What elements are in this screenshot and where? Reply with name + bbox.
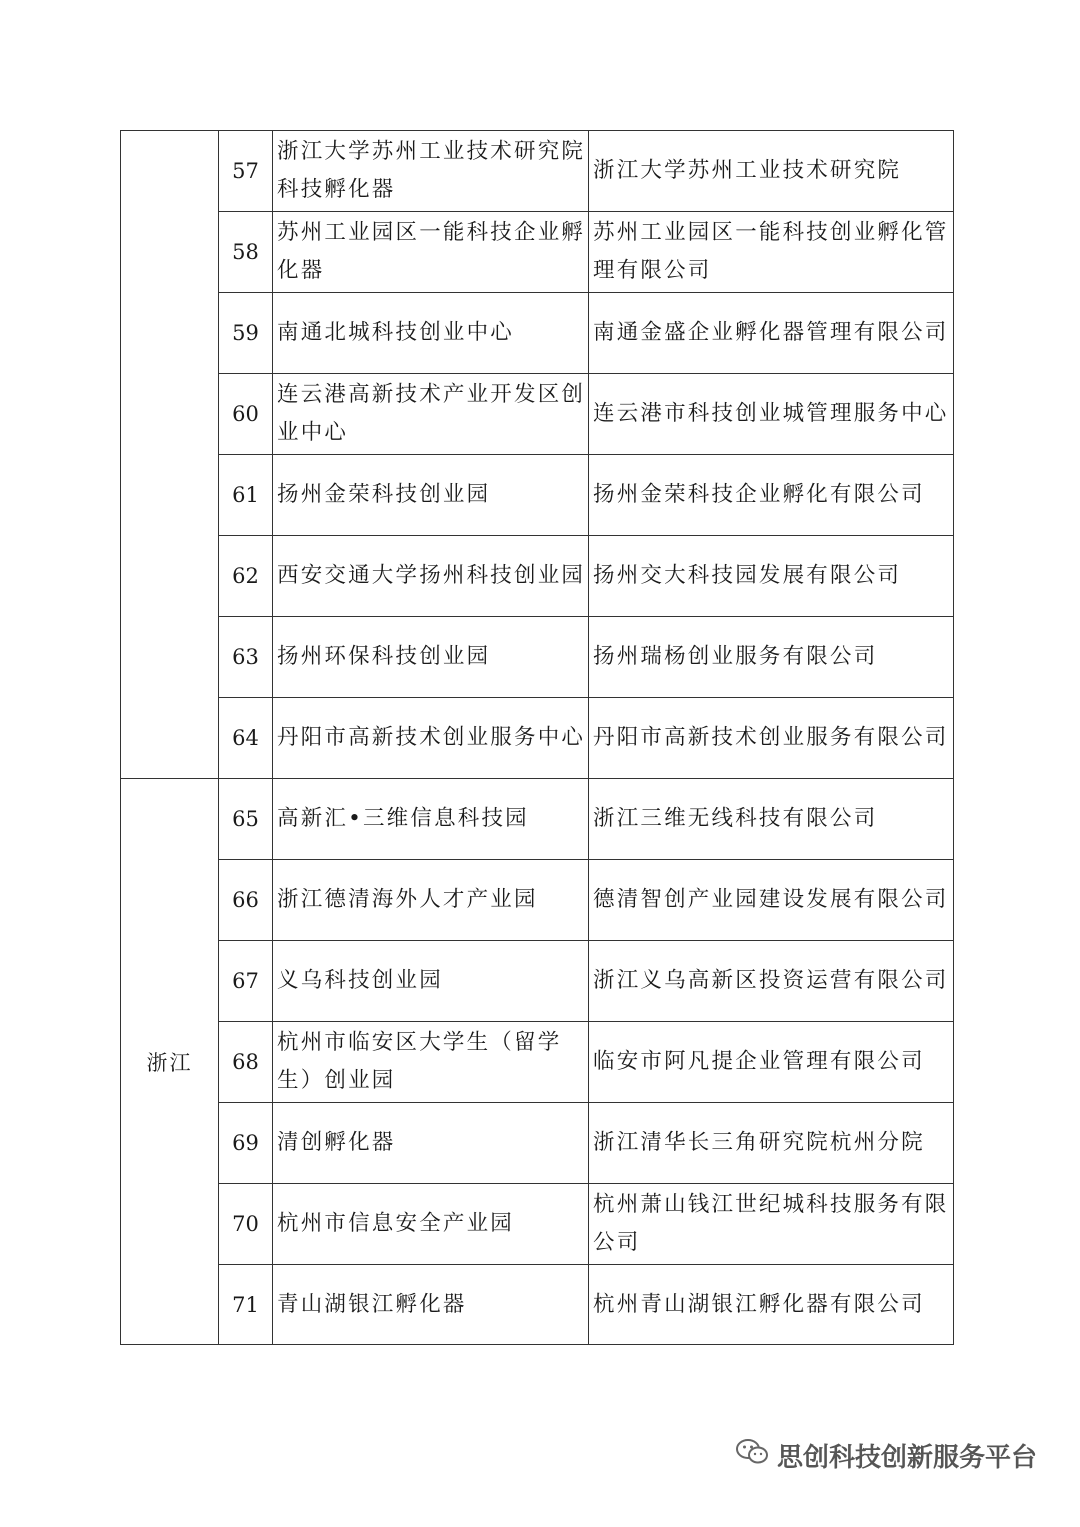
table-row <box>121 1022 954 1103</box>
incubator-name: 清创孵化器 <box>273 1103 589 1184</box>
table-row <box>121 293 954 374</box>
incubator-name: 丹阳市高新技术创业服务中心 <box>273 698 589 779</box>
table-row <box>121 1184 954 1265</box>
operating-org: 扬州瑞杨创业服务有限公司 <box>589 617 954 698</box>
wechat-icon <box>735 1437 777 1474</box>
row-number: 64 <box>219 698 273 779</box>
row-number: 60 <box>219 374 273 455</box>
row-number: 57 <box>219 131 273 212</box>
operating-org: 杭州萧山钱江世纪城科技服务有限公司 <box>589 1184 954 1265</box>
incubator-name: 青山湖银江孵化器 <box>273 1265 589 1345</box>
operating-org: 苏州工业园区一能科技创业孵化管理有限公司 <box>589 212 954 293</box>
row-number: 63 <box>219 617 273 698</box>
incubator-name: 苏州工业园区一能科技企业孵化器 <box>273 212 589 293</box>
table-row <box>121 536 954 617</box>
table-row <box>121 779 954 860</box>
row-number: 68 <box>219 1022 273 1103</box>
table-row <box>121 374 954 455</box>
operating-org: 浙江清华长三角研究院杭州分院 <box>589 1103 954 1184</box>
table-row <box>121 860 954 941</box>
incubator-name: 南通北城科技创业中心 <box>273 293 589 374</box>
incubator-name: 西安交通大学扬州科技创业园 <box>273 536 589 617</box>
operating-org: 浙江义乌高新区投资运营有限公司 <box>589 941 954 1022</box>
province-cell <box>121 131 219 779</box>
watermark <box>735 1433 1037 1477</box>
incubator-name: 浙江德清海外人才产业园 <box>273 860 589 941</box>
row-number: 69 <box>219 1103 273 1184</box>
operating-org: 浙江大学苏州工业技术研究院 <box>589 131 954 212</box>
row-number: 59 <box>219 293 273 374</box>
incubator-name: 杭州市信息安全产业园 <box>273 1184 589 1265</box>
row-number: 62 <box>219 536 273 617</box>
row-number: 61 <box>219 455 273 536</box>
operating-org: 临安市阿凡提企业管理有限公司 <box>589 1022 954 1103</box>
table-row <box>121 941 954 1022</box>
incubator-name: 杭州市临安区大学生（留学生）创业园 <box>273 1022 589 1103</box>
row-number: 65 <box>219 779 273 860</box>
table-row <box>121 1265 954 1345</box>
operating-org: 扬州金荣科技企业孵化有限公司 <box>589 455 954 536</box>
incubator-name: 义乌科技创业园 <box>273 941 589 1022</box>
row-number: 70 <box>219 1184 273 1265</box>
table-row <box>121 455 954 536</box>
operating-org: 南通金盛企业孵化器管理有限公司 <box>589 293 954 374</box>
row-number: 58 <box>219 212 273 293</box>
incubator-name: 高新汇•三维信息科技园 <box>273 779 589 860</box>
watermark-text: 思创科技创新服务平台 <box>777 1442 1038 1473</box>
incubator-name: 连云港高新技术产业开发区创业中心 <box>273 374 589 455</box>
row-number: 67 <box>219 941 273 1022</box>
incubator-name: 扬州金荣科技创业园 <box>273 455 589 536</box>
table-row <box>121 1103 954 1184</box>
operating-org: 浙江三维无线科技有限公司 <box>589 779 954 860</box>
operating-org: 德清智创产业园建设发展有限公司 <box>589 860 954 941</box>
table-row <box>121 617 954 698</box>
operating-org: 扬州交大科技园发展有限公司 <box>589 536 954 617</box>
row-number: 71 <box>219 1265 273 1345</box>
table-row <box>121 698 954 779</box>
row-number: 66 <box>219 860 273 941</box>
operating-org: 丹阳市高新技术创业服务有限公司 <box>589 698 954 779</box>
operating-org: 连云港市科技创业城管理服务中心 <box>589 374 954 455</box>
incubator-table <box>120 130 954 1345</box>
table-row <box>121 131 954 212</box>
incubator-name: 浙江大学苏州工业技术研究院科技孵化器 <box>273 131 589 212</box>
province-cell: 浙江 <box>121 779 219 1345</box>
table-row <box>121 212 954 293</box>
operating-org: 杭州青山湖银江孵化器有限公司 <box>589 1265 954 1345</box>
incubator-name: 扬州环保科技创业园 <box>273 617 589 698</box>
